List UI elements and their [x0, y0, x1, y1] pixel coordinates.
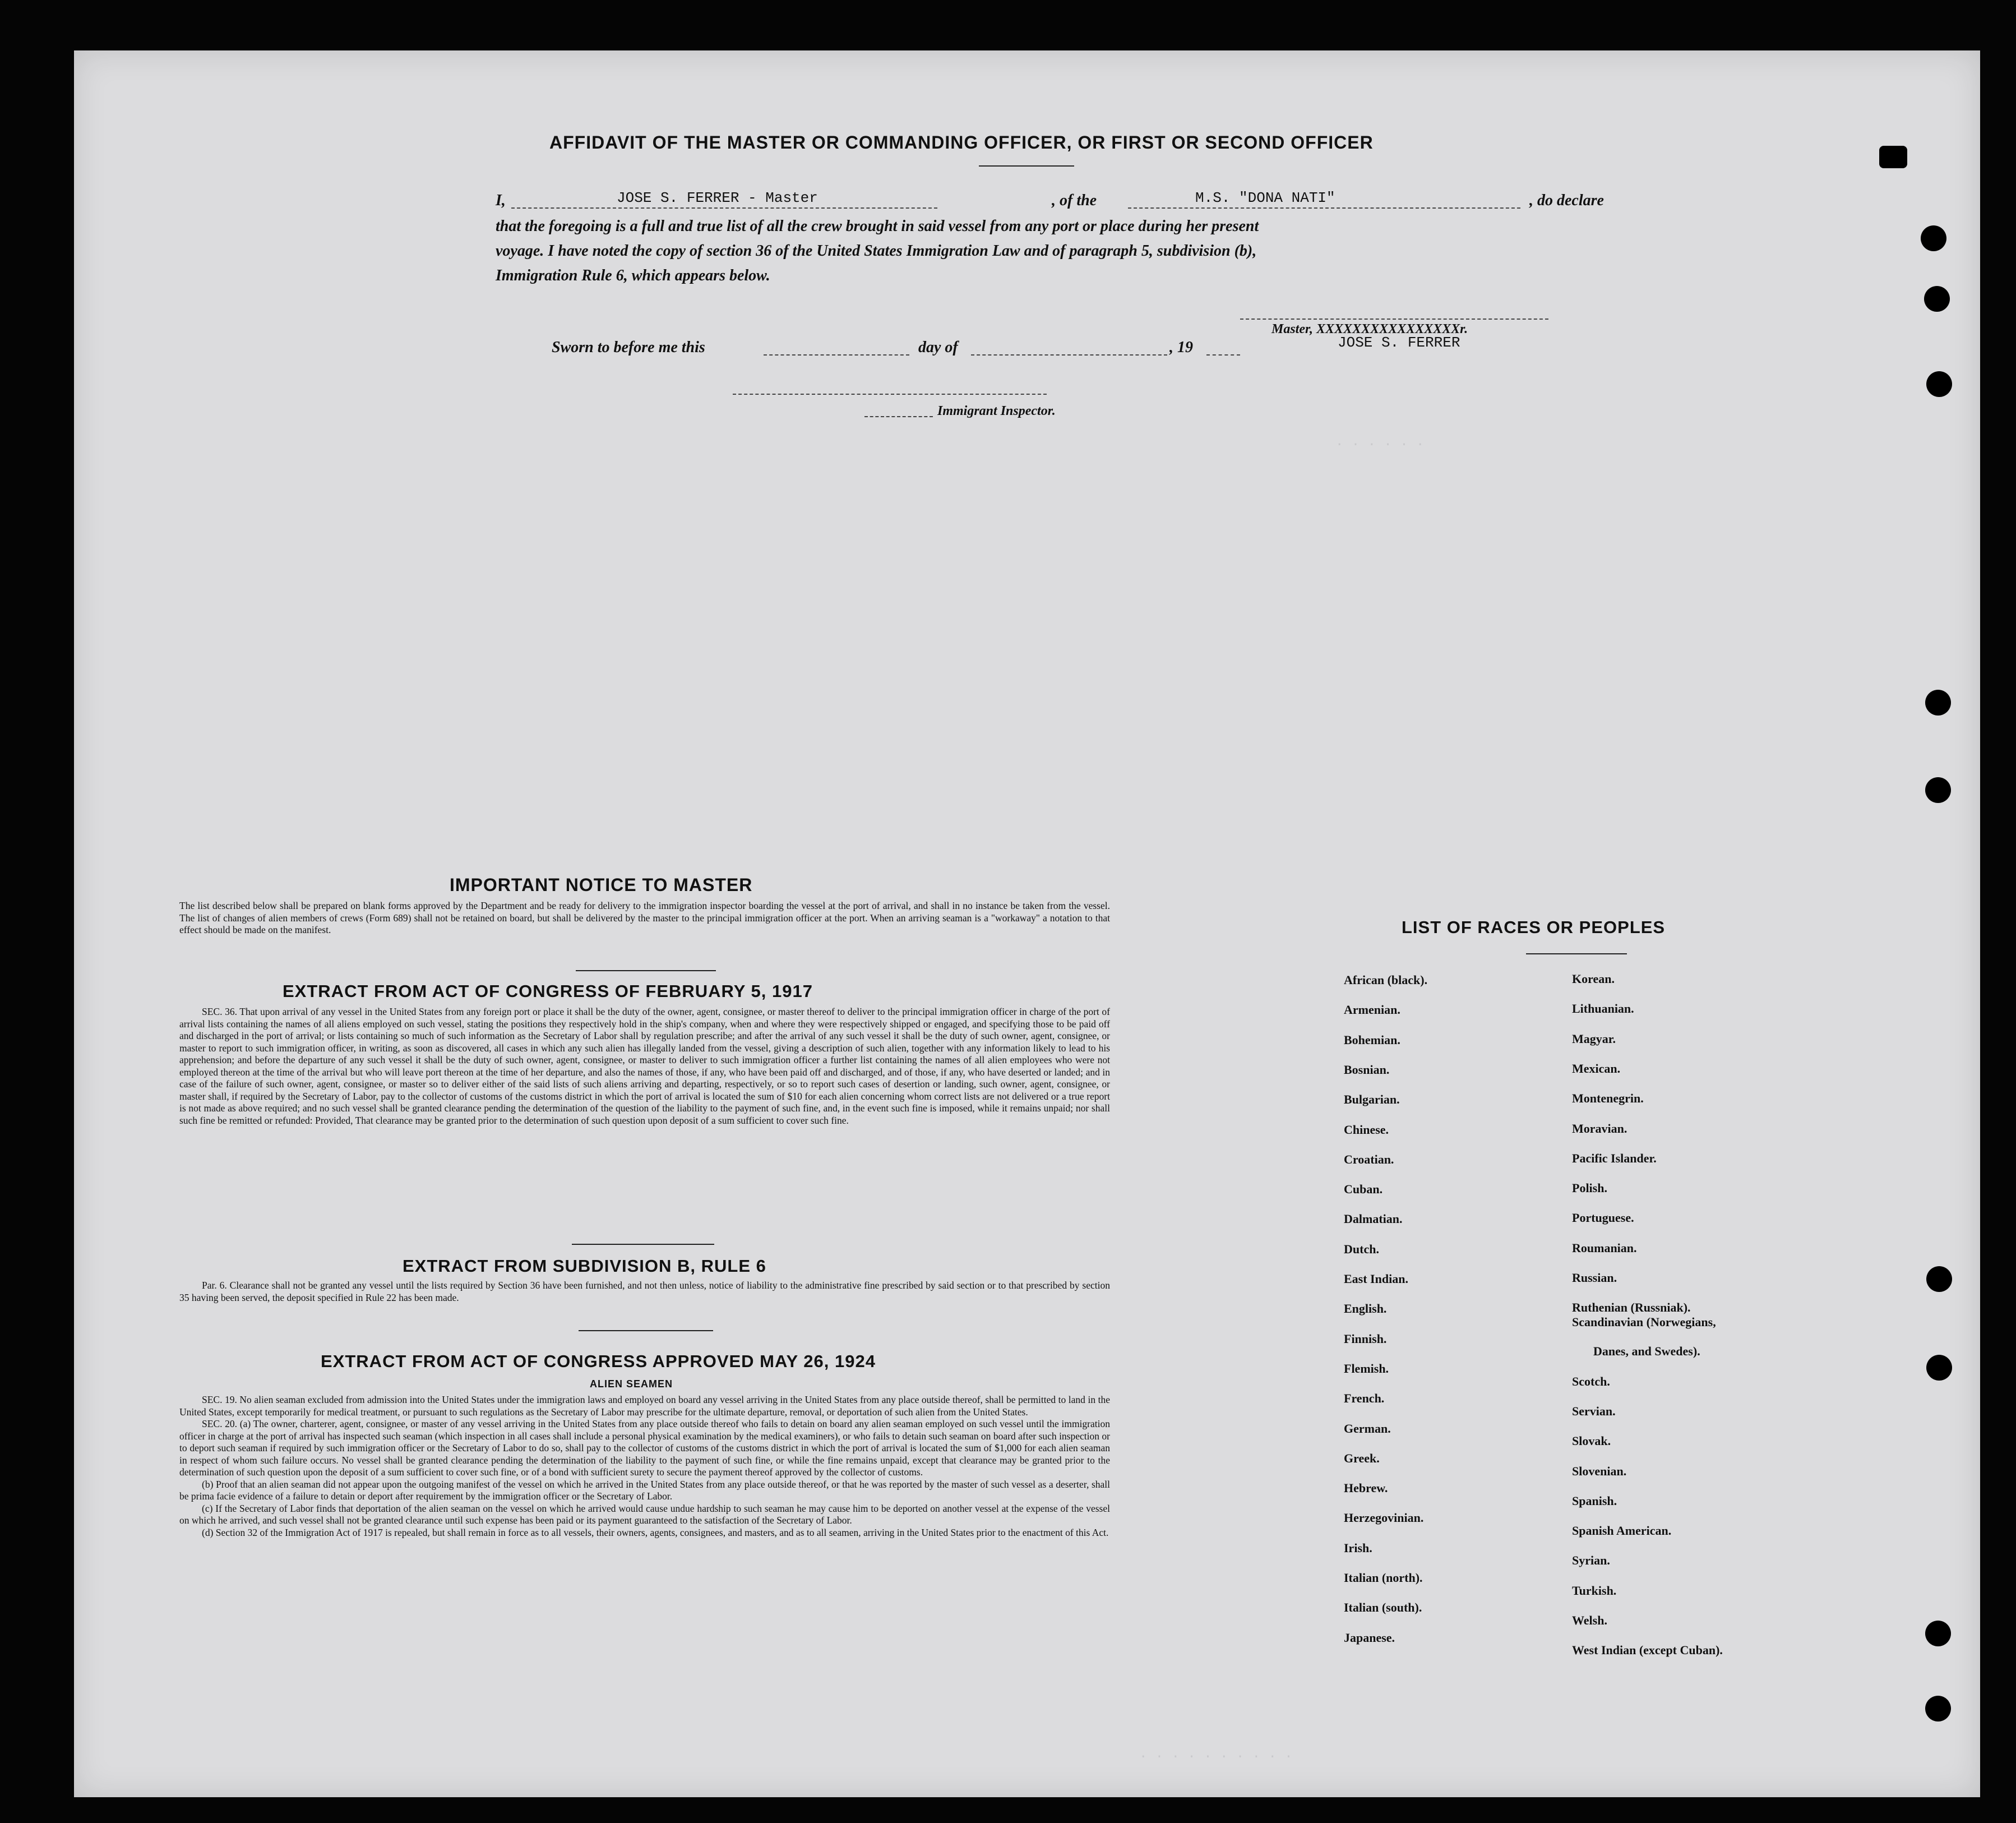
race-item: Croatian. — [1344, 1152, 1394, 1166]
title-underline — [979, 165, 1074, 167]
extract-1924-title: EXTRACT FROM ACT OF CONGRESS APPROVED MAY 26, 1924 — [321, 1351, 876, 1371]
vessel-line — [1128, 207, 1520, 209]
punch-hole — [1925, 1696, 1951, 1722]
races-title: LIST OF RACES OR PEOPLES — [1402, 917, 1666, 937]
race-item: Dutch. — [1344, 1242, 1379, 1256]
race-item: French. — [1344, 1391, 1385, 1406]
race-item: German. — [1344, 1421, 1391, 1436]
race-item: Portuguese. — [1572, 1211, 1634, 1225]
extract-rule6-text: Par. 6. Clearance shall not be granted any vessel until the lists required by Section 36 have been furnished, and not then unless, notice of liability to the administrative fine prescribed by said section or to that prescribed by section 35 having been served, the deposit specified in Rule 22 has been made. — [179, 1280, 1110, 1303]
sworn-month-line — [971, 354, 1167, 356]
bleed-through-text: · · · · · · · · · · — [1139, 1750, 1293, 1765]
race-item: English. — [1344, 1302, 1387, 1316]
race-item: Spanish. — [1572, 1493, 1617, 1508]
vessel-name-field: M.S. "DONA NATI" — [1195, 190, 1335, 206]
sec-20a-paragraph: SEC. 20. (a) The owner, charterer, agent, consignee, or master of any vessel arriving in the United States from any place outside thereof who fails to detain on board any alien seaman employed on such vessel until the immigration officer in charge at the port of arrival has inspected such seaman (which inspection in all cases shall include a personal physical examination by the medical examiners), or who fails to detain such seaman on board after such inspection or to deport such seaman if required by such immigration officer or the Secretary of Labor to do so, shall pay to the collector of customs of the customs district in which the port of arrival is located the sum of $1,000 for each alien seaman in respect of whom such failure occurs. No vessel shall be granted clearance pending the determination of the liability to the payment of such fine, or while the fine remains unpaid, except that clearance may be granted prior to the determination of such question upon the deposit of a sum sufficient to cover such fine, or of a bond with sufficient surety to secure the payment thereof approved by the collector of customs. — [179, 1418, 1110, 1478]
race-item: East Indian. — [1344, 1272, 1408, 1286]
of-the-label: , of the — [1052, 192, 1097, 209]
race-item: Hebrew. — [1344, 1481, 1388, 1496]
alien-seamen-subtitle: ALIEN SEAMEN — [590, 1378, 673, 1390]
inspector-prefix-line — [864, 416, 933, 417]
race-item: Servian. — [1572, 1404, 1616, 1418]
race-item: Scandinavian (Norwegians, — [1572, 1315, 1716, 1330]
sec-19-paragraph: SEC. 19. No alien seaman excluded from admission into the United States under the immigration laws and employed on board any vessel arriving in the United States from any place outside thereof, shall be permitted to land in the United States, except temporarily for medical treatment, or pursuant to such regulations as the Secretary of Labor may prescribe for the ultimate departure, removal, or deportation of such alien from the United States. — [179, 1394, 1110, 1418]
race-item: Dalmatian. — [1344, 1212, 1403, 1226]
races-title-underline — [1526, 953, 1627, 954]
race-item: Roumanian. — [1572, 1240, 1637, 1255]
race-item: Italian (south). — [1344, 1600, 1422, 1615]
race-item: West Indian (except Cuban). — [1572, 1643, 1723, 1658]
punch-hole — [1921, 225, 1946, 251]
race-item: Russian. — [1572, 1271, 1617, 1285]
race-item: Ruthenian (Russniak). — [1572, 1300, 1691, 1315]
race-item: Slovak. — [1572, 1434, 1611, 1448]
divider — [576, 970, 716, 971]
bleed-through-text: · · · · · · — [1335, 437, 1425, 453]
master-name-field: JOSE S. FERRER - Master — [617, 190, 818, 206]
race-item: Cuban. — [1344, 1182, 1383, 1197]
signature-name: JOSE S. FERRER — [1338, 334, 1460, 351]
race-item: Spanish American. — [1572, 1524, 1672, 1538]
race-item: Danes, and Swedes). — [1593, 1344, 1700, 1359]
extract-1924-body — [179, 1394, 1110, 1539]
name-line — [511, 207, 937, 209]
race-item: Greek. — [1344, 1451, 1380, 1465]
race-item: Herzegovinian. — [1344, 1511, 1424, 1525]
race-item: Flemish. — [1344, 1361, 1389, 1376]
punch-hole — [1925, 690, 1951, 716]
sworn-year-line — [1206, 354, 1240, 356]
race-item: Bohemian. — [1344, 1032, 1400, 1047]
race-item: Lithuanian. — [1572, 1002, 1634, 1016]
sworn-label: Sworn to before me this — [552, 339, 705, 356]
race-item: Welsh. — [1572, 1613, 1607, 1627]
race-item: Moravian. — [1572, 1121, 1627, 1136]
year-label: , 19 — [1169, 339, 1193, 356]
punch-hole — [1926, 371, 1952, 397]
race-item: Chinese. — [1344, 1122, 1389, 1137]
race-item: Finnish. — [1344, 1331, 1387, 1346]
sec-20b-paragraph: (b) Proof that an alien seaman did not appear upon the outgoing manifest of the vessel on which he arrived in the United States from any place outside thereof, or that he was reported by the master of such vessel as a deserter, shall be prima facie evidence of a failure to detain or deport after requirement by the immigration officer or the Secretary of Labor. — [179, 1478, 1110, 1502]
extract-rule6-title: EXTRACT FROM SUBDIVISION B, RULE 6 — [403, 1256, 766, 1276]
do-declare-label: , do declare — [1529, 192, 1604, 209]
sworn-day-line — [764, 354, 909, 356]
race-item: Irish. — [1344, 1540, 1372, 1555]
race-item: African (black). — [1344, 973, 1428, 987]
race-item: Korean. — [1572, 972, 1615, 986]
punch-hole — [1926, 1355, 1952, 1381]
punch-hole — [1925, 777, 1951, 803]
sec-20d-paragraph: (d) Section 32 of the Immigration Act of 1917 is repealed, but shall remain in force as to all vessels, their owners, agents, consignees, and masters, and as to all seamen, arriving in the United States prior to the enactment of this Act. — [202, 1526, 1109, 1538]
divider — [579, 1330, 713, 1331]
race-item: Armenian. — [1344, 1003, 1400, 1017]
affidavit-line-3: voyage. I have noted the copy of section 36 of the United States Immigration Law and of paragraph 5, subdivision (b), — [496, 242, 1257, 260]
signature-line — [1240, 319, 1548, 320]
sec-20c-paragraph: (c) If the Secretary of Labor finds that deportation of the alien seaman on the vessel on which he arrived would cause undue hardship to such seaman he may cause him to be deported on another vessel at the expense of the vessel on which he arrived, and such vessel shall not be granted clearance until such expense has been paid or its payment guaranteed to the satisfaction of the Secretary of Labor. — [179, 1502, 1110, 1526]
document-sheet — [74, 50, 1980, 1797]
affidavit-line-2: that the foregoing is a full and true list of all the crew brought in said vessel from any port or place during her present — [496, 218, 1259, 235]
extract-rule6-body — [179, 1280, 1110, 1304]
race-item: Scotch. — [1572, 1374, 1610, 1388]
race-item: Pacific Islander. — [1572, 1151, 1657, 1165]
affidavit-line-4: Immigration Rule 6, which appears below. — [496, 267, 770, 284]
notice-title: IMPORTANT NOTICE TO MASTER — [450, 875, 753, 895]
notice-body: The list described below shall be prepared on blank forms approved by the Department and be ready for delivery to the immigration inspector boarding the vessel at the port of arrival, and shall in no instance be taken from the vessel. The list of changes of alien members of crews (Form 689) shall not be retained on board, but shall be delivered by the master to the principal immigration officer at the port. When an arriving seaman is a "workaway" a notation to that effect should be made on the manifest. — [179, 900, 1110, 935]
inspector-signature-line — [733, 394, 1047, 395]
race-item: Japanese. — [1344, 1630, 1395, 1645]
punch-hole — [1879, 146, 1907, 168]
extract-1917-title: EXTRACT FROM ACT OF CONGRESS OF FEBRUARY 5, 1917 — [283, 981, 813, 1001]
punch-hole — [1926, 1266, 1952, 1292]
race-item: Polish. — [1572, 1181, 1607, 1196]
race-item: Italian (north). — [1344, 1571, 1423, 1585]
affidavit-title: AFFIDAVIT OF THE MASTER OR COMMANDING OFFICER, OR FIRST OR SECOND OFFICER — [549, 132, 1374, 153]
divider — [572, 1244, 714, 1245]
race-item: Turkish. — [1572, 1583, 1617, 1598]
race-item: Magyar. — [1572, 1031, 1616, 1046]
race-item: Mexican. — [1572, 1061, 1621, 1076]
race-item: Montenegrin. — [1572, 1091, 1644, 1106]
extract-1917-text: SEC. 36. That upon arrival of any vessel in the United States from any foreign port or place it shall be the duty of the owner, agent, consignee, or master thereof to deliver to the principal immigration officer in charge of the port of arrival lists containing the names of all aliens employed on such vessel, stating the positions they respectively hold in the ship's company, when and where they were respectively shipped or engaged, and specifying those to be paid off and discharged in the port of arrival; or lists containing so much of such information as the Secretary of Labor shall by regulation prescribe; and after the arrival of any such vessel it shall be the duty of such owner, agent, consignee, or master to report to such immigration officer, in writing, as soon as discovered, all cases in which any such alien has illegally landed from the vessel, giving a description of such alien, together with any information likely to lead to his apprehension; and before the departure of any such vessel it shall be the duty of such owner, agent, consignee, or master to deliver to such immigration officer a further list containing the names of all alien employees who were not employed thereon at the time of the arrival but who will leave port thereon at the time of her departure, and also the names of those, if any, who have been paid off and discharged, and of those, if any, who have deserted or landed; and in case of the failure of such owner, agent, consignee, or master so to deliver either of the said lists of such aliens arriving and departing, respectively, or so to report such cases of desertion or landing, such owner, agent, consignee, or master shall, if required by the Secretary of Labor, pay to the collector of customs of the customs district in which the port of arrival is located the sum of $10 for each alien concerning whom correct lists are not delivered or a true report is not made as above required; and no such vessel shall be granted clearance pending the determination of the question of the liability to the payment of such fine, and, in the event such fine is imposed, while it remains unpaid; nor shall such fine be remitted or refunded: Provided, That clearance may be granted prior to the determination of such question upon deposit of a sum sufficient to cover such fine. — [179, 1006, 1110, 1126]
extract-1917-body — [179, 1006, 1110, 1127]
race-item: Syrian. — [1572, 1553, 1610, 1568]
race-item: Slovenian. — [1572, 1464, 1627, 1478]
inspector-label: Immigrant Inspector. — [937, 404, 1056, 418]
signature-title: Master, XXXXXXXXXXXXXXXXr. — [1271, 322, 1468, 336]
punch-hole — [1924, 286, 1950, 312]
i-label: I, — [496, 192, 506, 209]
punch-hole — [1925, 1621, 1951, 1646]
race-item: Bosnian. — [1344, 1062, 1390, 1077]
race-item: Bulgarian. — [1344, 1092, 1400, 1107]
day-of-label: day of — [918, 339, 958, 356]
